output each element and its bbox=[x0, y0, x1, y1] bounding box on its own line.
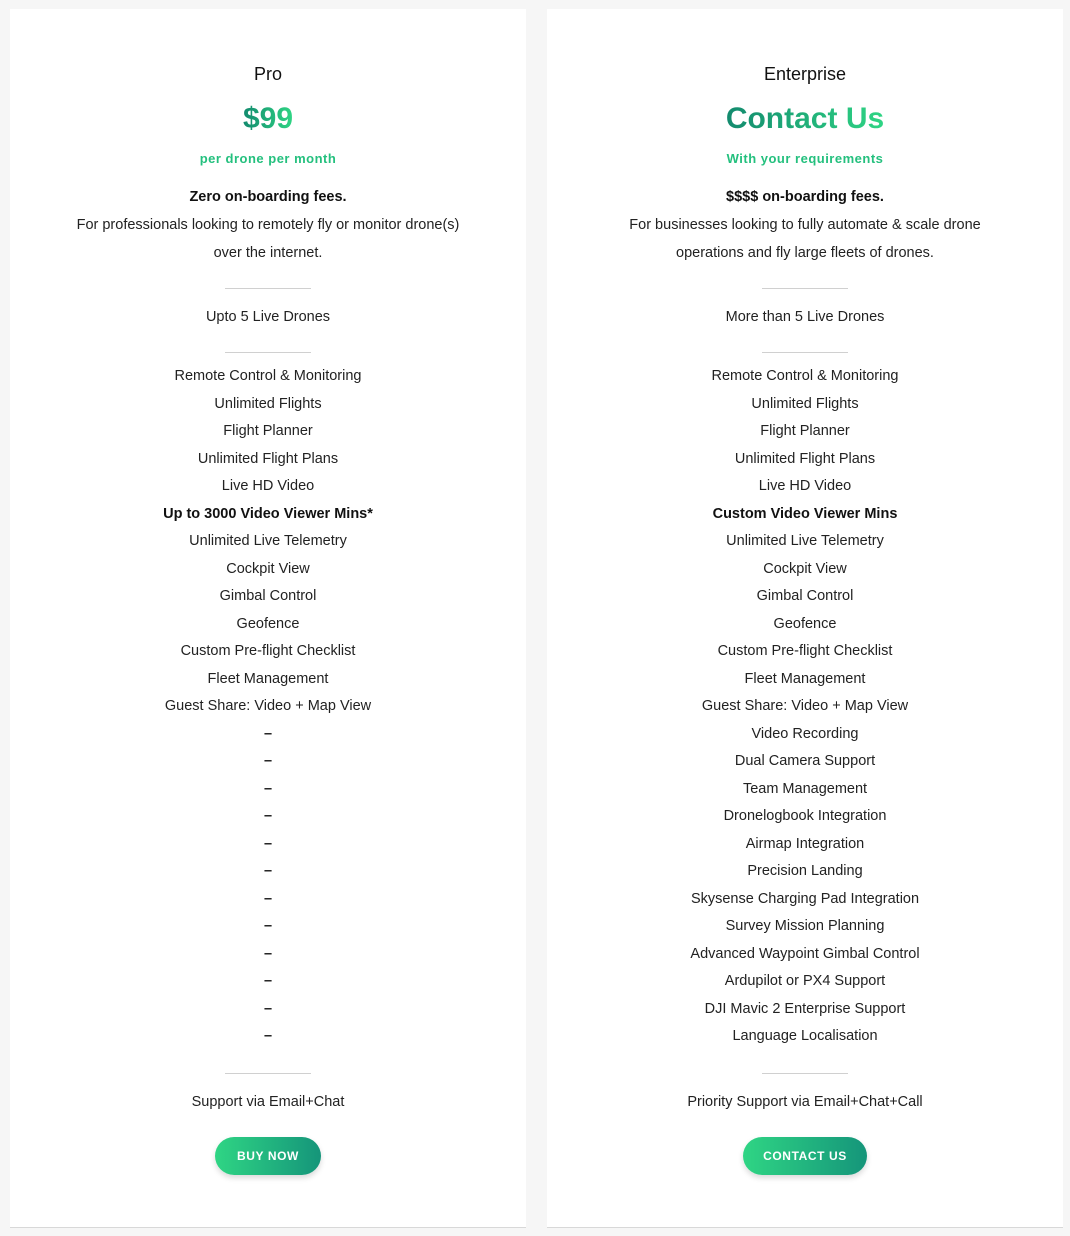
feature-item: Unlimited Flight Plans bbox=[197, 450, 339, 467]
feature-item: Custom Pre-flight Checklist bbox=[717, 643, 893, 659]
onboarding-fees: Zero on-boarding fees. bbox=[189, 189, 347, 205]
plan-description: For professionals looking to remotely fly or monitor drone(s) over the internet. bbox=[76, 217, 460, 261]
feature-item: Remote Control & Monitoring bbox=[711, 368, 899, 384]
feature-not-included: – bbox=[263, 808, 273, 824]
feature-item: Unlimited Live Telemetry bbox=[189, 533, 347, 549]
drone-limit: Upto 5 Live Drones bbox=[205, 309, 331, 325]
feature-item: Geofence bbox=[236, 615, 300, 632]
feature-item: Up to 3000 Video Viewer Mins* bbox=[163, 505, 373, 522]
feature-not-included: – bbox=[263, 945, 273, 962]
feature-not-included: – bbox=[263, 780, 273, 797]
feature-item: Precision Landing bbox=[747, 863, 863, 879]
feature-not-included: – bbox=[263, 725, 273, 742]
feature-item: Fleet Management bbox=[744, 670, 866, 687]
feature-item: Geofence bbox=[773, 615, 837, 632]
feature-item: Guest Share: Video + Map View bbox=[164, 698, 372, 714]
feature-not-included: – bbox=[263, 890, 273, 907]
feature-not-included: – bbox=[263, 918, 273, 934]
onboarding-fees: $$$$ on-boarding fees. bbox=[726, 189, 884, 205]
divider bbox=[762, 1073, 848, 1074]
feature-item: Advanced Waypoint Gimbal Control bbox=[690, 945, 920, 962]
feature-item: Survey Mission Planning bbox=[725, 918, 885, 934]
support-level: Priority Support via Email+Chat+Call bbox=[687, 1094, 923, 1110]
plan-title: Enterprise bbox=[763, 64, 847, 84]
feature-item: Video Recording bbox=[751, 725, 859, 742]
feature-item: DJI Mavic 2 Enterprise Support bbox=[704, 1000, 906, 1017]
feature-item: Fleet Management bbox=[207, 670, 329, 687]
feature-not-included: – bbox=[263, 1000, 273, 1017]
feature-item: Gimbal Control bbox=[219, 588, 317, 604]
feature-item: Guest Share: Video + Map View bbox=[701, 698, 909, 714]
feature-item: Team Management bbox=[742, 780, 868, 797]
feature-item: Unlimited Flights bbox=[214, 395, 322, 412]
divider bbox=[762, 288, 848, 289]
feature-item: Live HD Video bbox=[221, 478, 315, 494]
feature-item: Airmap Integration bbox=[745, 835, 865, 852]
feature-not-included: – bbox=[263, 835, 273, 852]
feature-item: Language Localisation bbox=[732, 1028, 878, 1044]
divider bbox=[225, 288, 311, 289]
contact-us-button[interactable]: CONTACT US bbox=[743, 1137, 867, 1175]
feature-item: Gimbal Control bbox=[756, 588, 854, 604]
buy-now-button[interactable]: BUY NOW bbox=[215, 1137, 321, 1175]
feature-item: Unlimited Flights bbox=[751, 395, 859, 412]
feature-not-included: – bbox=[263, 973, 273, 989]
divider bbox=[225, 352, 311, 353]
feature-item: Remote Control & Monitoring bbox=[174, 368, 362, 384]
feature-not-included: – bbox=[263, 753, 273, 769]
price-subtitle: per drone per month bbox=[199, 151, 337, 166]
feature-item: Flight Planner bbox=[223, 423, 313, 439]
feature-item: Cockpit View bbox=[763, 560, 847, 577]
feature-item: Custom Video Viewer Mins bbox=[712, 505, 898, 522]
feature-item: Skysense Charging Pad Integration bbox=[690, 890, 920, 907]
plan-title: Pro bbox=[253, 64, 282, 84]
feature-item: Unlimited Live Telemetry bbox=[726, 533, 884, 549]
feature-list bbox=[10, 363, 526, 1051]
feature-item: Live HD Video bbox=[758, 478, 852, 494]
plan-price: Contact Us bbox=[725, 102, 885, 135]
feature-list bbox=[547, 363, 1063, 1051]
feature-item: Dronelogbook Integration bbox=[723, 808, 887, 824]
feature-item: Dual Camera Support bbox=[734, 753, 876, 769]
feature-not-included: – bbox=[263, 863, 273, 879]
feature-item: Cockpit View bbox=[226, 560, 310, 577]
feature-not-included: – bbox=[263, 1028, 273, 1044]
plan-price: $99 bbox=[242, 102, 294, 135]
feature-item: Custom Pre-flight Checklist bbox=[180, 643, 356, 659]
plan-description: For businesses looking to fully automate & scale drone operations and fly large fleets of drones. bbox=[629, 217, 981, 261]
price-subtitle: With your requirements bbox=[726, 151, 884, 166]
divider bbox=[762, 352, 848, 353]
pricing-card-pro bbox=[10, 9, 526, 1228]
feature-item: Flight Planner bbox=[760, 423, 850, 439]
support-level: Support via Email+Chat bbox=[191, 1094, 345, 1110]
divider bbox=[225, 1073, 311, 1074]
drone-limit: More than 5 Live Drones bbox=[725, 309, 885, 325]
feature-item: Ardupilot or PX4 Support bbox=[724, 973, 886, 989]
feature-item: Unlimited Flight Plans bbox=[734, 450, 876, 467]
pricing-card-enterprise bbox=[547, 9, 1063, 1228]
